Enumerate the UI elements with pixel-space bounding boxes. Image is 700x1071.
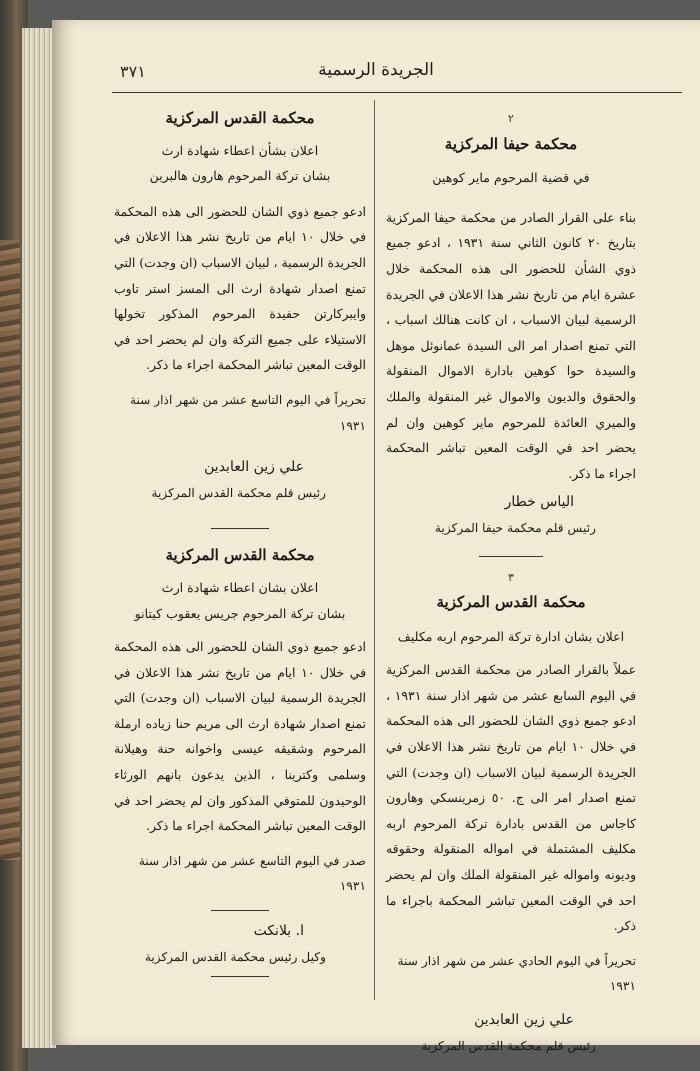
- page-edges: [22, 28, 56, 1048]
- notice-body: بناء على القرار الصادر من محكمة حيفا المركزية بتاريخ ٢٠ كانون الثاني سنة ١٩٣١ ، ادعو جميع ذوي الشأن للحضور الى هذه المحكمة خلال عشرة ايام من تاريخ نشر هذا الاعلان في الجريدة الرسمية لبيان الاسباب ، ان كانت هنالك اسباب ، التي تمنع اصدار امر الى السيدة عمانوئل موهل والسيدة حوا كوهين بادارة الاموال المنقولة والحقوق والديون والاموال غير المنقولة والملك والميري العائدة للمرحوم ماير كوهين وان لم يحضر احد في الوقت المعين تباشر المحكمة اجراء ما ذكر.: [386, 209, 636, 481]
- signer-name: علي زين العابدين: [474, 1012, 574, 1028]
- signer-name: الياس خطار: [504, 494, 574, 511]
- left-column: [114, 102, 366, 977]
- notice-court-title: محكمة القدس المركزية: [436, 593, 586, 612]
- right-column: [386, 102, 636, 1059]
- page-number: ٣٧١: [120, 62, 146, 81]
- notice-court-title: محكمة القدس المركزية: [165, 109, 315, 127]
- notice-court-title: محكمة القدس المركزية: [165, 546, 315, 565]
- header-rule: [112, 92, 682, 93]
- marbled-cover: [0, 240, 20, 860]
- gazette-page: [52, 20, 700, 1053]
- page-header: [52, 58, 700, 88]
- notice-separator: [211, 976, 269, 977]
- notice-separator: [211, 910, 269, 911]
- signer-name: ا. بلانكت: [253, 923, 304, 940]
- signer-title: رئيس قلم محكمة القدس المركزية: [151, 485, 326, 500]
- signer-name: علي زين العابدين: [204, 459, 304, 476]
- notice-subtitle: بشان تركة المرحوم هارون هالبرين: [149, 168, 331, 184]
- notice-subtitle: اعلان بشان ادارة تركة المرحوم اربه مكليف: [397, 628, 625, 644]
- notice-date: صدر في اليوم التاسع عشر من شهر اذار سنة ١٩٣١: [138, 853, 366, 894]
- signer-title: وكيل رئيس محكمة القدس المركزية: [144, 949, 326, 964]
- newspaper-title: الجريدة الرسمية: [318, 60, 434, 80]
- notice-subtitle: اعلان بشان اعطاء شهادة ارث: [161, 579, 319, 595]
- notice-subtitle: في قضية المرحوم ماير كوهين: [432, 170, 590, 186]
- notice-separator: [479, 556, 543, 557]
- notice-body: ادعو جميع ذوي الشان للحضور الى هذه المحكمة في خلال ١٠ ايام من تاريخ نشر هذا الاعلان في الجريدة الرسمية لبيان الاسباب (ان وجدت) التي تمنع اصدار شهادة ارث الى مريم حنا زياده ارملة المرحوم وشقيقه عيسى واخوانه حنة وهيلانة وسلمى وكترينا ، الذين يدعون بانهم الورثاء الوحيدون للمتوفي المذكور وان لم يحضر احد في الوقت المعين تباشر المحكمة اجراء ما ذكر.: [114, 639, 366, 834]
- notice-court-title: محكمة حيفا المركزية: [444, 134, 578, 153]
- signer-title: رئيس قلم محكمة القدس المركزية: [421, 1038, 596, 1053]
- signer-title: رئيس قلم محكمة حيفا المركزية: [434, 520, 596, 535]
- notice-subtitle: بشان تركة المرحوم جريس يعقوب كيتانو: [134, 605, 346, 621]
- notice-date: تحريراً في اليوم الحادي عشر من شهر اذار سنة ١٩٣١: [397, 953, 636, 994]
- notice-body: ادعو جميع ذوي الشان للحضور الى هذه المحكمة في خلال ١٠ ايام من تاريخ نشر هذا الاعلان في الجريدة الرسمية ، لبيان الاسباب (ان وجدت) التي تمنع اصدار شهادة ارث الى المسز استر تاوب وايبركارتن حفيدة المرحوم المذكور تخولها الاستيلاء على جميع التركة وان لم يحضر احد في الوقت المعين تباشر المحكمة اجراء ما ذكر.: [114, 203, 366, 373]
- column-divider: [374, 100, 375, 1000]
- notice-number: ٣: [508, 570, 514, 584]
- notice-body: عملاً بالقرار الصادر من محكمة القدس المركزية في اليوم السابع عشر من شهر اذار سنة ١٩٣١ ، ادعو جميع ذوي الشان للحضور الى هذه المحكمة في خلال ١٠ ايام من تاريخ نشر هذا الاعلان في الجريدة الرسمية لبيان الاسباب (ان وجدت) التي تمنع اصدار امر الى ج. ٥٠ زمرينسكي وهارون كاجاس من القدس بادارة تركة المرحوم اربه مكليف المشتملة في امواله المنقولة وحقوقه وديونه وامواله غير المنقولة الملك وان لم يحضر احد في الوقت المعين تباشر المحكمة باجراء ما ذكر.: [386, 662, 636, 934]
- notice-number: ٢: [508, 112, 514, 125]
- notice-subtitle: اعلان بشأن اعطاء شهادة ارث: [161, 142, 319, 158]
- notice-separator: [211, 528, 269, 529]
- notice-date: تحريراً في اليوم التاسع عشر من شهر اذار سنة ١٩٣١: [129, 392, 366, 433]
